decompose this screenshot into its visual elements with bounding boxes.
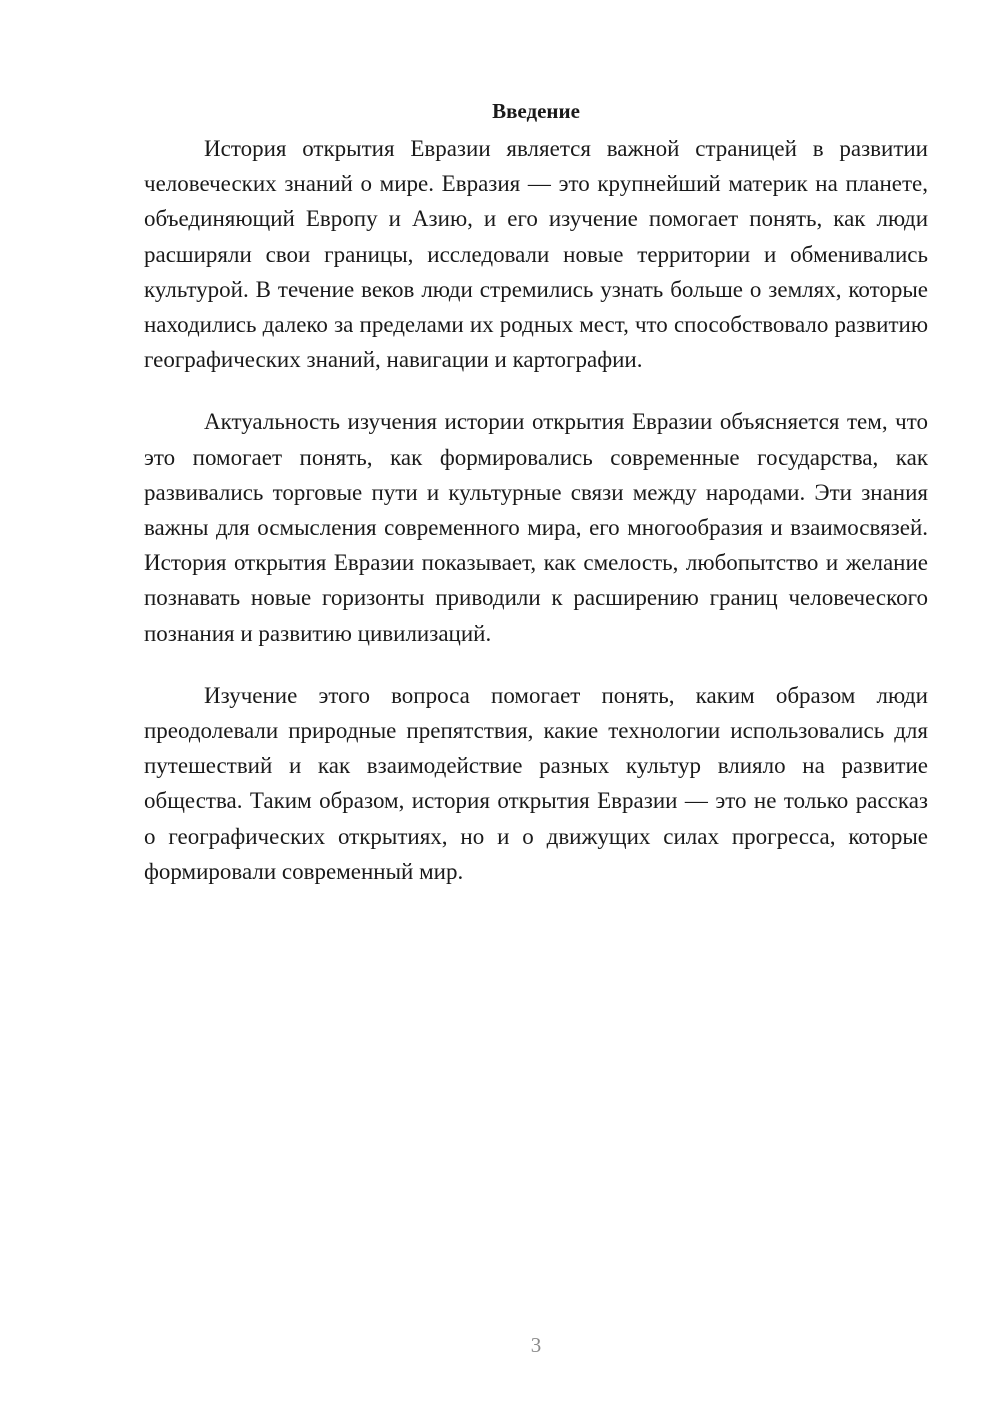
page-content	[144, 96, 928, 916]
paragraph-study: Изучение этого вопроса помогает понять, каким образом люди преодолевали природные препятствия, какие технологии использовались для путешествий и как взаимодействие разных культур влияло на развитие общества. Таким образом, история открытия Евразии — это не только рассказ о географических открытиях, но и о движущих силах прогресса, которые формировали современный мир.	[144, 682, 928, 884]
section-heading: Введение	[492, 99, 580, 123]
page-number: 3	[530, 1333, 542, 1357]
paragraph-intro: История открытия Евразии является важной страницей в развитии человеческих знаний о мире. Евразия — это крупнейший материк на планете, объединяющий Европу и Азию, и его изучение помогает понять, как люди расширяли свои границы, исследовали новые территории и обменивались культурой. В течение веков люди стремились узнать больше о землях, которые находились далеко за пределами их родных мест, что способствовало развитию географических знаний, навигации и картографии.	[144, 136, 928, 373]
paragraph-relevance: Актуальность изучения истории открытия Евразии объясняется тем, что это помогает понять, как формировались современные государства, как развивались торговые пути и культурные связи между народами. Эти знания важны для осмысления современного мира, его многообразия и взаимосвязей. История открытия Евразии показывает, как смелость, любопытство и желание познавать новые горизонты приводили к расширению границ человеческого познания и развитию цивилизаций.	[144, 409, 928, 646]
